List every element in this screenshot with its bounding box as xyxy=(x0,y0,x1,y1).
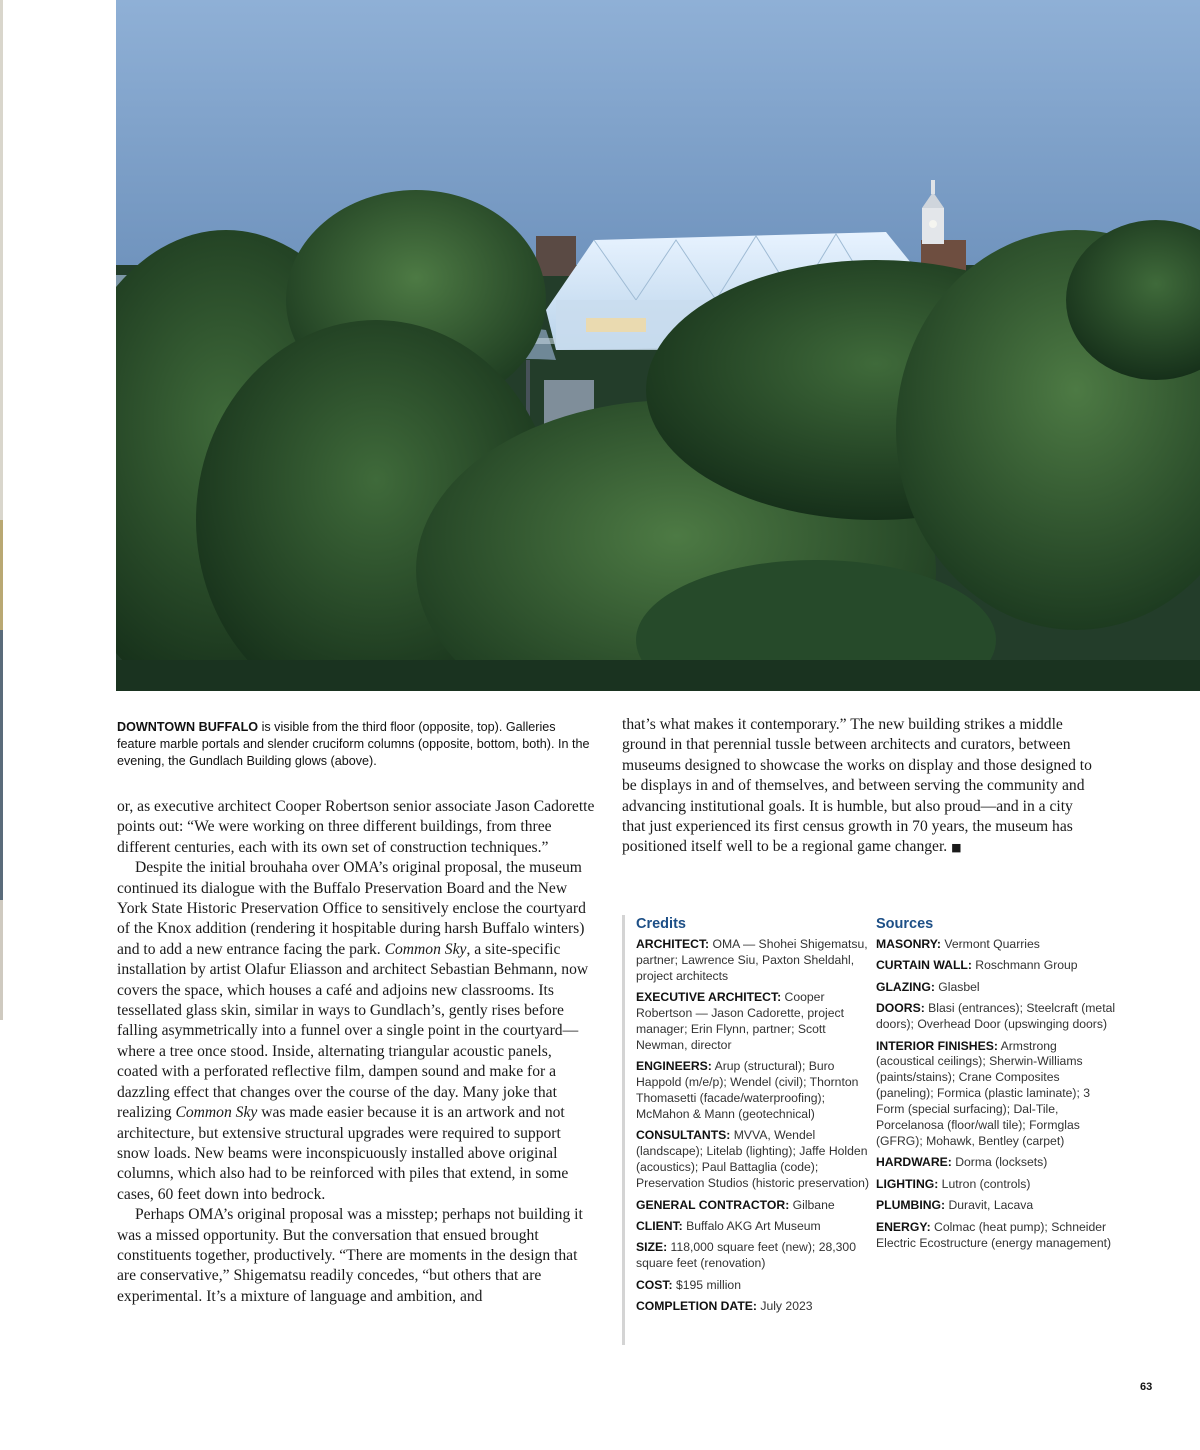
credit-value: Cooper Robertson — Jason Cadorette, project manager; Erin Flynn, partner; Scott Newman, director xyxy=(636,990,844,1052)
source-value: Dorma (locksets) xyxy=(951,1155,1048,1170)
source-label: CURTAIN WALL: xyxy=(876,958,972,973)
credits-heading: Credits xyxy=(636,916,686,932)
article-column-left xyxy=(117,797,595,1307)
credit-label: GENERAL CONTRACTOR: xyxy=(636,1197,790,1212)
source-entry xyxy=(876,980,1116,996)
source-label: DOORS: xyxy=(876,1001,925,1016)
article-column-right xyxy=(622,715,1100,859)
source-entry xyxy=(876,937,1116,953)
source-value: Blasi (entrances); Steelcraft (metal doors); Overhead Door (upswinging doors) xyxy=(876,1001,1116,1032)
source-label: LIGHTING: xyxy=(876,1176,939,1191)
paragraph-text: that’s what makes it contemporary.” The new building strikes a middle ground in that perennial tussle between architects and curators, between museums designed to showcase the works on display and those designed to be displays in and of themselves, and between serving the community and advancing institutional goals. It is humble, but also proud—and in a city that just experienced its first census growth in 70 years, the museum has positioned itself well to be a regional game changer. xyxy=(622,716,1092,856)
source-entry xyxy=(876,1220,1116,1252)
source-entry xyxy=(876,1198,1116,1214)
credit-label: SIZE: xyxy=(636,1240,668,1255)
credit-entry xyxy=(636,937,872,985)
source-value: Colmac (heat pump); Schneider Electric Ecostructure (energy management) xyxy=(876,1219,1112,1250)
page-number: 63 xyxy=(1140,1381,1153,1393)
credit-label: COMPLETION DATE: xyxy=(636,1299,757,1314)
source-label: PLUMBING: xyxy=(876,1198,946,1213)
paragraph xyxy=(117,858,595,1205)
paragraph-text: was made easier because it is an artwork and not architecture, but extensive structural upgrades were required to support snow loads. New beams were inconspicuously installed above original columns, which also had to be reinforced with piles that extend, in some cases, 60 feet down into bedrock. xyxy=(117,1104,569,1203)
source-value: Duravit, Lacava xyxy=(945,1198,1034,1213)
credit-value: $195 million xyxy=(672,1277,741,1292)
source-entry xyxy=(876,1001,1116,1033)
photo-caption xyxy=(117,719,595,770)
source-label: ENERGY: xyxy=(876,1219,931,1234)
hero-photo xyxy=(116,0,1200,691)
credit-label: COST: xyxy=(636,1277,673,1292)
caption-lead: DOWNTOWN BUFFALO xyxy=(117,720,259,734)
source-value: Armstrong (acoustical ceilings); Sherwin-Williams (paints/stains); Crane Composites (paneling); Formica (plastic laminate); 3 Form (special surfacing); Dal-Tile, Porcelanosa (floor/wall tile); Formglas (GFRG); Mohawk, Bentley (carpet) xyxy=(876,1038,1091,1148)
credit-value: Buffalo AKG Art Museum xyxy=(682,1219,821,1233)
source-label: GLAZING: xyxy=(876,979,935,994)
credit-entry xyxy=(636,1240,872,1272)
credit-value: Gilbane xyxy=(789,1197,835,1212)
sources-list xyxy=(876,937,1116,1251)
credit-label: CLIENT: xyxy=(636,1219,683,1233)
credit-label: EXECUTIVE ARCHITECT: xyxy=(636,990,782,1005)
paragraph xyxy=(622,715,1100,859)
credit-entry xyxy=(636,1278,872,1294)
artwork-title: Common Sky xyxy=(175,1104,258,1122)
credit-entry xyxy=(636,1198,872,1214)
paragraph: Perhaps OMA’s original proposal was a misstep; perhaps not building it was a missed opportunity. But the conversation that ensued brought constituents together, productively. “There are moments in the design that are conservative,” Shigematsu readily concedes, “but others that are experimental. It’s a mixture of language and ambition, and xyxy=(117,1206,583,1305)
source-label: HARDWARE: xyxy=(876,1155,952,1170)
sources-box xyxy=(876,915,1116,1257)
source-value: Lutron (controls) xyxy=(938,1176,1031,1191)
source-label: INTERIOR FINISHES: xyxy=(876,1038,998,1053)
source-entry xyxy=(876,958,1116,974)
credit-label: CONSULTANTS: xyxy=(636,1128,731,1143)
credit-entry xyxy=(636,1299,872,1315)
source-entry xyxy=(876,1155,1116,1171)
credit-label: ARCHITECT: xyxy=(636,937,710,951)
artwork-title: Common Sky xyxy=(384,940,467,958)
credit-entry xyxy=(636,990,872,1054)
source-value: Vermont Quarries xyxy=(941,937,1040,951)
credit-entry xyxy=(636,1219,872,1235)
source-value: Glasbel xyxy=(934,979,980,994)
credit-value: 118,000 square feet (new); 28,300 square feet (renovation) xyxy=(636,1240,856,1271)
page-edge-strip xyxy=(0,0,3,1450)
credits-list xyxy=(636,937,872,1315)
credits-box xyxy=(622,915,872,1345)
source-label: MASONRY: xyxy=(876,937,941,951)
caption-text: is visible from the third floor (opposite, top). Galleries feature marble portals and slender cruciform columns (opposite, bottom, both). In the evening, the Gundlach Building glows (above). xyxy=(117,720,590,768)
source-value: Roschmann Group xyxy=(971,958,1078,973)
paragraph-text: Despite the initial brouhaha over OMA’s original proposal, the museum continued its dialogue with the Buffalo Preservation Board and the New York State Historic Preservation Office to sensitively enclose the courtyard of the Knox addition (rendering it hospitable during harsh Buffalo winters) and to add a new entrance facing the park. xyxy=(117,859,586,958)
source-entry xyxy=(876,1177,1116,1193)
paragraph: or, as executive architect Cooper Robertson senior associate Jason Cadorette points out: “We were working on three different buildings, from three different centuries, each with its own set of construction techniques.” xyxy=(117,798,595,856)
credit-entry xyxy=(636,1128,872,1192)
credit-label: ENGINEERS: xyxy=(636,1059,712,1074)
end-mark: ■ xyxy=(951,841,962,855)
credit-entry xyxy=(636,1059,872,1123)
credit-value: Arup (structural); Buro Happold (m/e/p); Wendel (civil); Thornton Thomasetti (facade/waterproofing); McMahon & Mann (geotechnical) xyxy=(636,1059,859,1122)
credit-value: OMA — Shohei Shigematsu, partner; Lawrence Siu, Paxton Sheldahl, project architects xyxy=(636,937,868,983)
paragraph-text: , a site-specific installation by artist Olafur Eliasson and architect Sebastian Behmann, now covers the space, which houses a café and adjoins new classrooms. Its tessellated glass skin, similar in ways to Gundlach’s, gently rises before falling asymmetrically into a funnel over a single point in the courtyard—where a tree once stood. Inside, alternating triangular acoustic panels, coated with a perforated reflective film, dampen sound and make for a dazzling effect that changes over the course of the day. Many joke that realizing xyxy=(117,940,589,1122)
source-entry xyxy=(876,1039,1116,1150)
credit-value: MVVA, Wendel (landscape); Litelab (lighting); Jaffe Holden (acoustics); Paul Battaglia (code); Preservation Studios (historic preservation) xyxy=(636,1128,870,1191)
credit-value: July 2023 xyxy=(756,1299,813,1314)
sources-heading: Sources xyxy=(876,916,934,932)
